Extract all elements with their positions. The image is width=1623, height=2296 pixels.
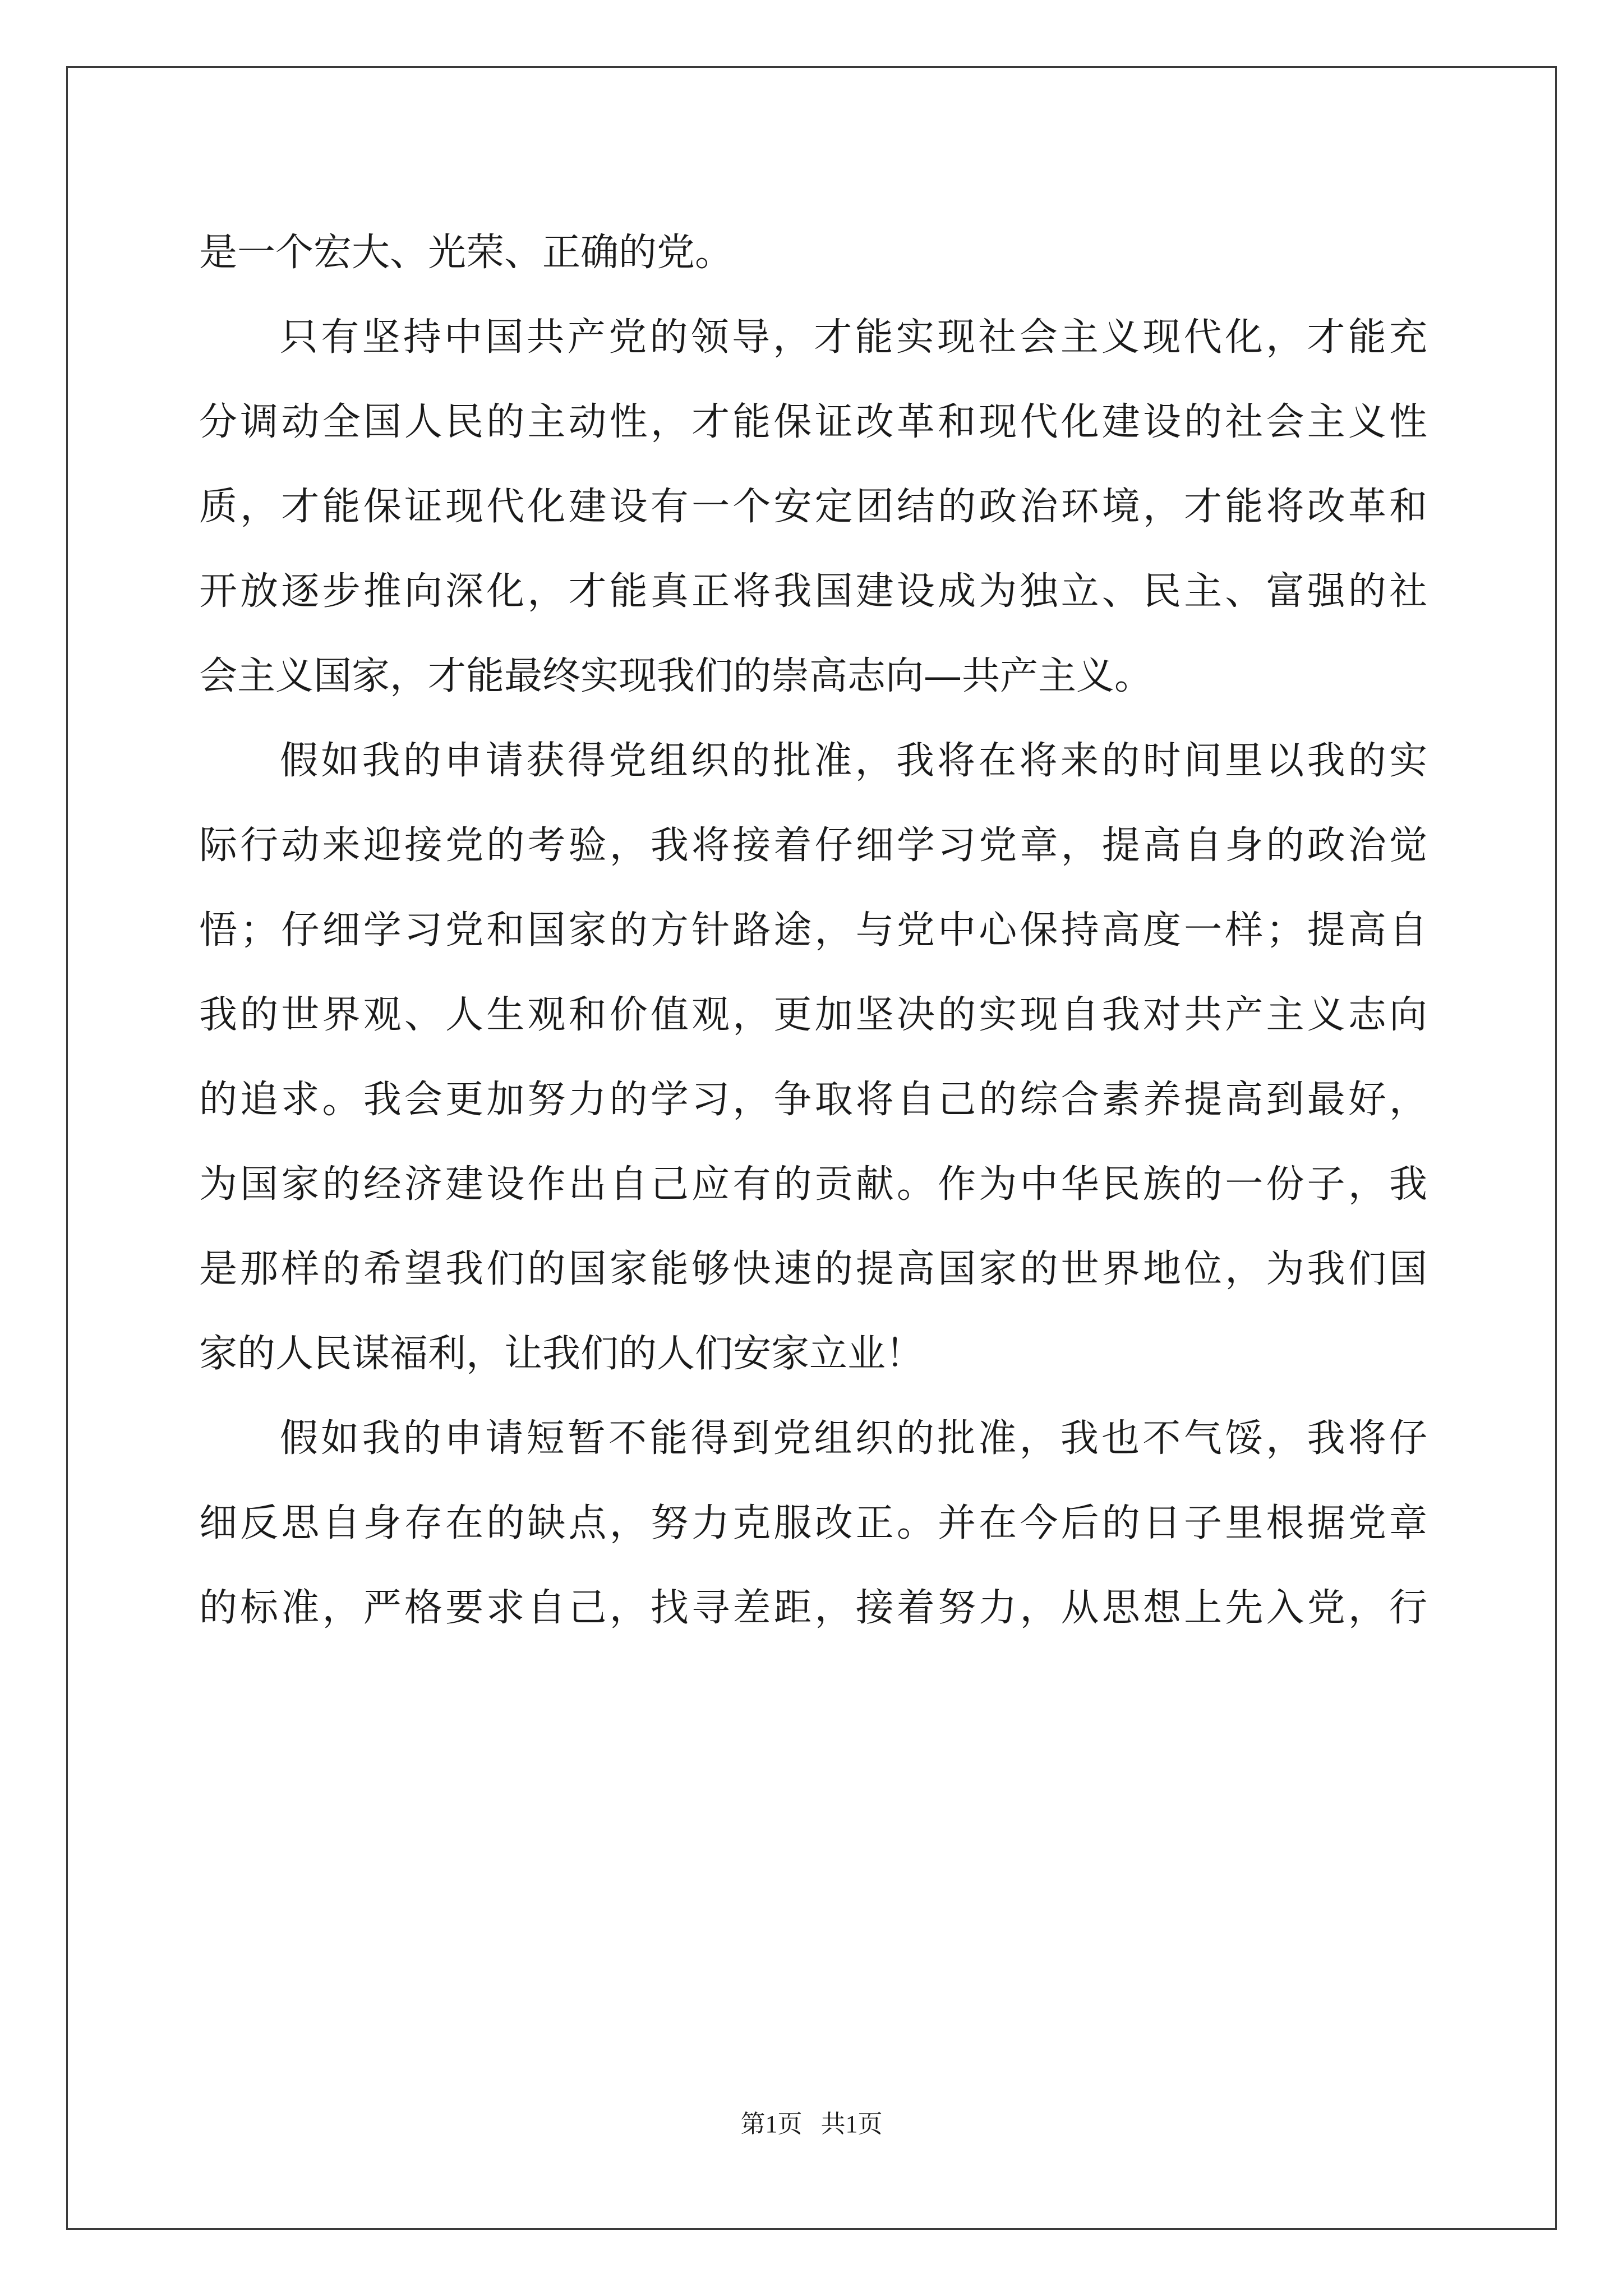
text-line: 的追求。我会更加努力的学习，争取将自己的综合素养提高到最好， [199,1078,1427,1122]
text-line: 家的人民谋福利，让我们的人们安家立业！ [199,1332,924,1376]
text-line: 只有坚持中国共产党的领导，才能实现社会主义现代化，才能充 [280,315,1427,360]
text-line: 的标准，严格要求自己，找寻差距，接着努力，从思想上先入党，行 [199,1586,1427,1630]
text-line: 开放逐步推向深化，才能真正将我国建设成为独立、民主、富强的社 [199,569,1427,614]
text-line: 我的世界观、人生观和价值观，更加坚决的实现自我对共产主义志向 [199,993,1427,1037]
text-line: 假如我的申请短暂不能得到党组织的批准，我也不气馁，我将仔 [280,1416,1427,1461]
text-line: 是一个宏大、光荣、正确的党。 [199,231,734,275]
text-line: 质，才能保证现代化建设有一个安定团结的政治环境，才能将改革和 [199,485,1427,529]
text-line: 是那样的希望我们的国家能够快速的提高国家的世界地位，为我们国 [199,1247,1427,1291]
text-line: 悟；仔细学习党和国家的方针路途，与党中心保持高度一样；提高自 [199,908,1427,953]
text-line: 分调动全国人民的主动性，才能保证改革和现代化建设的社会主义性 [199,400,1427,444]
text-line: 际行动来迎接党的考验，我将接着仔细学习党章，提高自身的政治觉 [199,823,1427,868]
text-line: 为国家的经济建设作出自己应有的贡献。作为中华民族的一份子，我 [199,1162,1427,1207]
page-footer: 第1页 共1页 [740,2110,883,2138]
text-line: 细反思自身存在的缺点，努力克服改正。并在今后的日子里根据党章 [199,1501,1427,1545]
document-body [199,210,1427,1650]
text-line: 会主义国家，才能最终实现我们的崇高志向—共产主义。 [199,654,1153,698]
text-line: 假如我的申请获得党组织的批准，我将在将来的时间里以我的实 [280,739,1427,783]
